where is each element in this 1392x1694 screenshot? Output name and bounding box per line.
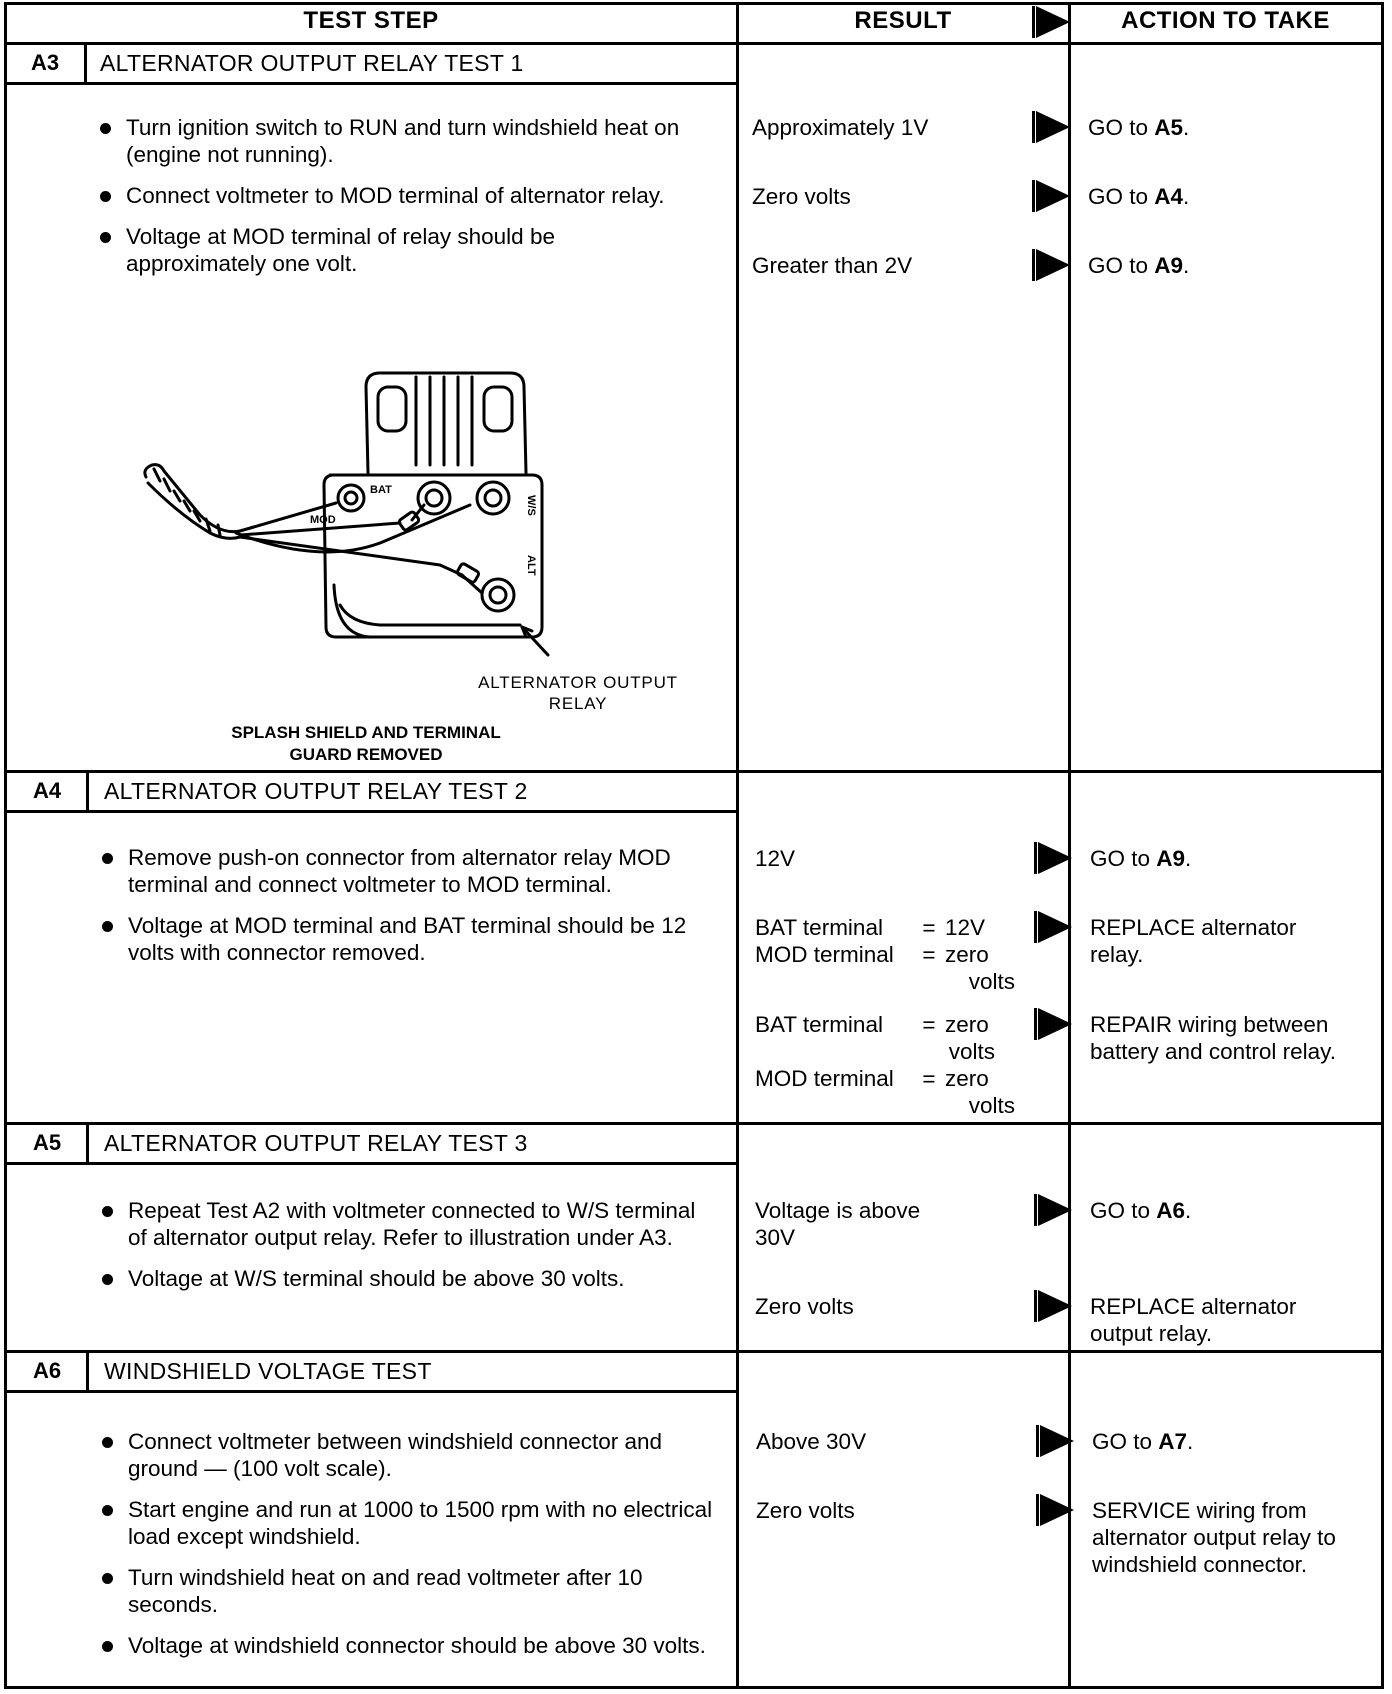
a4-steps (100, 844, 710, 980)
a3-code: A3 (30, 50, 60, 75)
a5-action-1: GO to A6. (1090, 1198, 1192, 1223)
a4-title: ALTERNATOR OUTPUT RELAY TEST 2 (104, 777, 528, 804)
relay-label-mod: MOD (310, 514, 336, 526)
a5-title-underline (4, 1162, 737, 1165)
a4-arrow-2-icon (1038, 911, 1072, 943)
frame-left (4, 2, 7, 1689)
a3-result-2: Zero volts (752, 184, 851, 209)
a5-step-2: Voltage at W/S terminal should be above 30 volts. (100, 1265, 715, 1292)
frame-bottom (4, 1686, 1384, 1689)
a4-step-1: Remove push-on connector from alternator relay MOD terminal and connect voltmeter to MOD terminal. (100, 844, 710, 898)
header-test-step: TEST STEP (303, 7, 439, 34)
a3-figure-caption: SPLASH SHIELD AND TERMINAL GUARD REMOVED (231, 723, 501, 764)
a3-arrow-3-icon (1036, 249, 1070, 281)
a4-action-2: REPLACE alternator relay. (1090, 915, 1297, 967)
a5-result-1: Voltage is above 30V (755, 1198, 921, 1250)
a3-action-2: GO to A4. (1088, 184, 1190, 209)
a5-code-sep (86, 1122, 89, 1164)
a6-arrow-1-icon (1040, 1425, 1074, 1457)
a6-action-1: GO to A7. (1092, 1429, 1194, 1454)
a6-result-2: Zero volts (756, 1498, 855, 1523)
a4-action-1: GO to A9. (1090, 846, 1192, 871)
a6-step-1: Connect voltmeter between windshield connector and ground — (100 volt scale). (100, 1428, 715, 1482)
a5-steps (100, 1197, 715, 1306)
a5-result-2: Zero volts (755, 1294, 854, 1319)
a4-title-underline (4, 810, 737, 813)
a4-arrow-3-icon (1038, 1008, 1072, 1040)
a3-figure-callout: ALTERNATOR OUTPUT RELAY (478, 673, 678, 713)
a6-code-sep (86, 1350, 89, 1392)
a3-result-3: Greater than 2V (752, 253, 913, 278)
a3-result-1: Approximately 1V (752, 115, 929, 140)
a4-arrow-1-icon (1038, 842, 1072, 874)
a4-code-sep (86, 770, 89, 812)
a6-action-2: SERVICE wiring from alternator output relay to windshield connector. (1092, 1498, 1336, 1577)
relay-label-ws: W/S (525, 495, 537, 516)
relay-label-bat: BAT (370, 484, 392, 496)
a6-steps (100, 1428, 715, 1673)
frame-right (1381, 2, 1384, 1689)
a5-step-1: Repeat Test A2 with voltmeter connected to W/S terminal of alternator output relay. Refer to illustration under A3. (100, 1197, 715, 1251)
a3-code-sep (84, 42, 87, 84)
a6-result-1: Above 30V (756, 1429, 867, 1454)
a6-title-underline (4, 1390, 737, 1393)
a4-result-3: BAT terminal = zero volts MOD terminal = zero volts (755, 1012, 1015, 1118)
a5-arrow-1-icon (1038, 1194, 1072, 1226)
a6-code: A6 (32, 1358, 62, 1383)
a6-step-4: Voltage at windshield connector should be above 30 volts. (100, 1632, 715, 1659)
a3-steps (98, 114, 698, 291)
a6-arrow-2-icon (1040, 1494, 1074, 1526)
a5-code: A5 (32, 1130, 62, 1155)
a5-action-2: REPLACE alternator output relay. (1090, 1294, 1297, 1346)
a3-action-3: GO to A9. (1088, 253, 1190, 278)
alternator-relay-illustration (140, 365, 560, 665)
a3-action-1: GO to A5. (1088, 115, 1190, 140)
a3-arrow-2-icon (1036, 180, 1070, 212)
a5-arrow-2-icon (1038, 1290, 1072, 1322)
a4-step-2: Voltage at MOD terminal and BAT terminal should be 12 volts with connector removed. (100, 912, 710, 966)
a3-step-1: Turn ignition switch to RUN and turn windshield heat on (engine not running). (98, 114, 698, 168)
a6-title: WINDSHIELD VOLTAGE TEST (104, 1357, 432, 1384)
header-action: ACTION TO TAKE (1121, 7, 1330, 34)
a5-title: ALTERNATOR OUTPUT RELAY TEST 3 (104, 1129, 528, 1156)
a3-step-3: Voltage at MOD terminal of relay should be approximately one volt. (98, 223, 698, 277)
a3-arrow-1-icon (1036, 111, 1070, 143)
header-result: RESULT (854, 7, 952, 34)
a4-result-1: 12V (755, 846, 796, 871)
a3-title-underline (4, 82, 737, 85)
a3-title: ALTERNATOR OUTPUT RELAY TEST 1 (100, 49, 524, 76)
a6-step-3: Turn windshield heat on and read voltmeter after 10 seconds. (100, 1564, 715, 1618)
a4-action-3: REPAIR wiring between battery and control relay. (1090, 1012, 1336, 1064)
a6-step-2: Start engine and run at 1000 to 1500 rpm with no electrical load except windshield. (100, 1496, 715, 1550)
relay-label-alt: ALT (525, 555, 537, 576)
a3-step-2: Connect voltmeter to MOD terminal of alternator relay. (98, 182, 698, 209)
header-arrow-icon (1036, 6, 1070, 38)
a4-result-2: BAT terminal = 12V MOD terminal = zero volts (755, 915, 1015, 994)
col-sep-result (736, 2, 739, 1689)
a4-code: A4 (32, 778, 62, 803)
